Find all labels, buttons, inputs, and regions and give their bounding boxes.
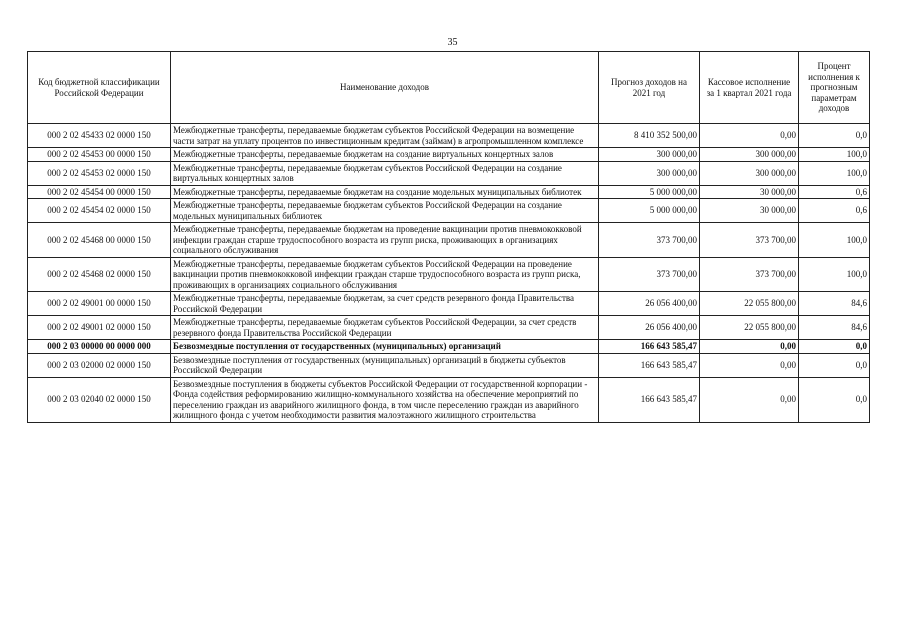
forecast-cell: 26 056 400,00	[599, 316, 700, 340]
forecast-cell: 26 056 400,00	[599, 292, 700, 316]
revenue-name-cell: Межбюджетные трансферты, передаваемые бюджетам субъектов Российской Федерации на возмещение части затрат на уплату процентов по инвестиционным кредитам (займам) в агропромышленном комплексе	[171, 124, 599, 148]
revenue-name-cell: Безвозмездные поступления от государственных (муниципальных) организаций	[171, 340, 599, 354]
table-row	[28, 377, 870, 422]
revenue-name-cell: Межбюджетные трансферты, передаваемые бюджетам субъектов Российской Федерации на создание виртуальных концертных залов	[171, 161, 599, 185]
header-percent: Процент исполнения к прогнозным параметрам доходов	[799, 52, 870, 124]
table-row	[28, 199, 870, 223]
percent-cell: 100,0	[799, 161, 870, 185]
revenue-name-cell: Межбюджетные трансферты, передаваемые бюджетам, за счет средств резервного фонда Правительства Российской Федерации	[171, 292, 599, 316]
revenue-name-cell: Межбюджетные трансферты, передаваемые бюджетам субъектов Российской Федерации на проведение вакцинации против пневмококковой инфекции граждан старше трудоспособного возраста из групп риска, проживающих в организациях социального обслуживания	[171, 257, 599, 292]
percent-cell: 0,0	[799, 124, 870, 148]
table-row	[28, 161, 870, 185]
budget-code-cell: 000 2 02 49001 00 0000 150	[28, 292, 171, 316]
percent-cell: 0,0	[799, 377, 870, 422]
executed-cell: 300 000,00	[700, 148, 799, 162]
percent-cell: 0,6	[799, 199, 870, 223]
forecast-cell: 300 000,00	[599, 161, 700, 185]
table-row-total	[28, 340, 870, 354]
table-row	[28, 124, 870, 148]
table-row	[28, 353, 870, 377]
budget-code-cell: 000 2 02 45453 00 0000 150	[28, 148, 171, 162]
executed-cell: 300 000,00	[700, 161, 799, 185]
revenue-name-cell: Межбюджетные трансферты, передаваемые бюджетам на проведение вакцинации против пневмококковой инфекции граждан старше трудоспособного возраста из групп риска, проживающих в организациях социального обслуживания	[171, 223, 599, 258]
revenue-name-cell: Межбюджетные трансферты, передаваемые бюджетам субъектов Российской Федерации на создание модельных муниципальных библиотек	[171, 199, 599, 223]
header-executed: Кассовое исполнение за 1 квартал 2021 года	[700, 52, 799, 124]
percent-cell: 84,6	[799, 292, 870, 316]
percent-cell: 0,0	[799, 353, 870, 377]
executed-cell: 22 055 800,00	[700, 292, 799, 316]
header-row	[28, 52, 870, 124]
percent-cell: 84,6	[799, 316, 870, 340]
budget-code-cell: 000 2 03 02000 02 0000 150	[28, 353, 171, 377]
executed-cell: 0,00	[700, 124, 799, 148]
forecast-cell: 166 643 585,47	[599, 353, 700, 377]
table-header	[28, 52, 870, 124]
revenue-name-cell: Межбюджетные трансферты, передаваемые бюджетам субъектов Российской Федерации, за счет средств резервного фонда Правительства Российской Федерации	[171, 316, 599, 340]
forecast-cell: 373 700,00	[599, 223, 700, 258]
percent-cell: 100,0	[799, 257, 870, 292]
header-code: Код бюджетной классификации Российской Федерации	[28, 52, 171, 124]
executed-cell: 22 055 800,00	[700, 316, 799, 340]
budget-code-cell: 000 2 02 45453 02 0000 150	[28, 161, 171, 185]
table-body	[28, 124, 870, 423]
table-row	[28, 292, 870, 316]
header-name: Наименование доходов	[171, 52, 599, 124]
executed-cell: 0,00	[700, 353, 799, 377]
table-row	[28, 257, 870, 292]
header-forecast: Прогноз доходов на 2021 год	[599, 52, 700, 124]
executed-cell: 373 700,00	[700, 223, 799, 258]
budget-code-cell: 000 2 03 00000 00 0000 000	[28, 340, 171, 354]
budget-code-cell: 000 2 02 45468 02 0000 150	[28, 257, 171, 292]
forecast-cell: 373 700,00	[599, 257, 700, 292]
revenue-name-cell: Безвозмездные поступления от государственных (муниципальных) организаций в бюджеты субъектов Российской Федерации	[171, 353, 599, 377]
forecast-cell: 166 643 585,47	[599, 377, 700, 422]
percent-cell: 100,0	[799, 223, 870, 258]
percent-cell: 0,6	[799, 185, 870, 199]
revenue-table	[27, 51, 870, 423]
revenue-name-cell: Межбюджетные трансферты, передаваемые бюджетам на создание виртуальных концертных залов	[171, 148, 599, 162]
revenue-name-cell: Межбюджетные трансферты, передаваемые бюджетам на создание модельных муниципальных библиотек	[171, 185, 599, 199]
table-row	[28, 223, 870, 258]
forecast-cell: 166 643 585,47	[599, 340, 700, 354]
table-row	[28, 148, 870, 162]
budget-code-cell: 000 2 03 02040 02 0000 150	[28, 377, 171, 422]
budget-code-cell: 000 2 02 45468 00 0000 150	[28, 223, 171, 258]
executed-cell: 30 000,00	[700, 199, 799, 223]
forecast-cell: 8 410 352 500,00	[599, 124, 700, 148]
budget-code-cell: 000 2 02 45454 02 0000 150	[28, 199, 171, 223]
executed-cell: 373 700,00	[700, 257, 799, 292]
budget-code-cell: 000 2 02 45454 00 0000 150	[28, 185, 171, 199]
percent-cell: 100,0	[799, 148, 870, 162]
executed-cell: 30 000,00	[700, 185, 799, 199]
page-number: 35	[447, 37, 458, 48]
forecast-cell: 5 000 000,00	[599, 199, 700, 223]
table-row	[28, 316, 870, 340]
table-row	[28, 185, 870, 199]
forecast-cell: 5 000 000,00	[599, 185, 700, 199]
executed-cell: 0,00	[700, 340, 799, 354]
percent-cell: 0,0	[799, 340, 870, 354]
revenue-name-cell: Безвозмездные поступления в бюджеты субъектов Российской Федерации от государственной корпорации - Фонда содействия реформированию жилищно-коммунального хозяйства на обеспечение мероприятий по переселению граждан из аварийного жилищного фонда, в том числе переселению граждан из аварийного жилищного фонда с учетом необходимости развития малоэтажного жилищного строительства	[171, 377, 599, 422]
executed-cell: 0,00	[700, 377, 799, 422]
budget-code-cell: 000 2 02 49001 02 0000 150	[28, 316, 171, 340]
budget-code-cell: 000 2 02 45433 02 0000 150	[28, 124, 171, 148]
forecast-cell: 300 000,00	[599, 148, 700, 162]
